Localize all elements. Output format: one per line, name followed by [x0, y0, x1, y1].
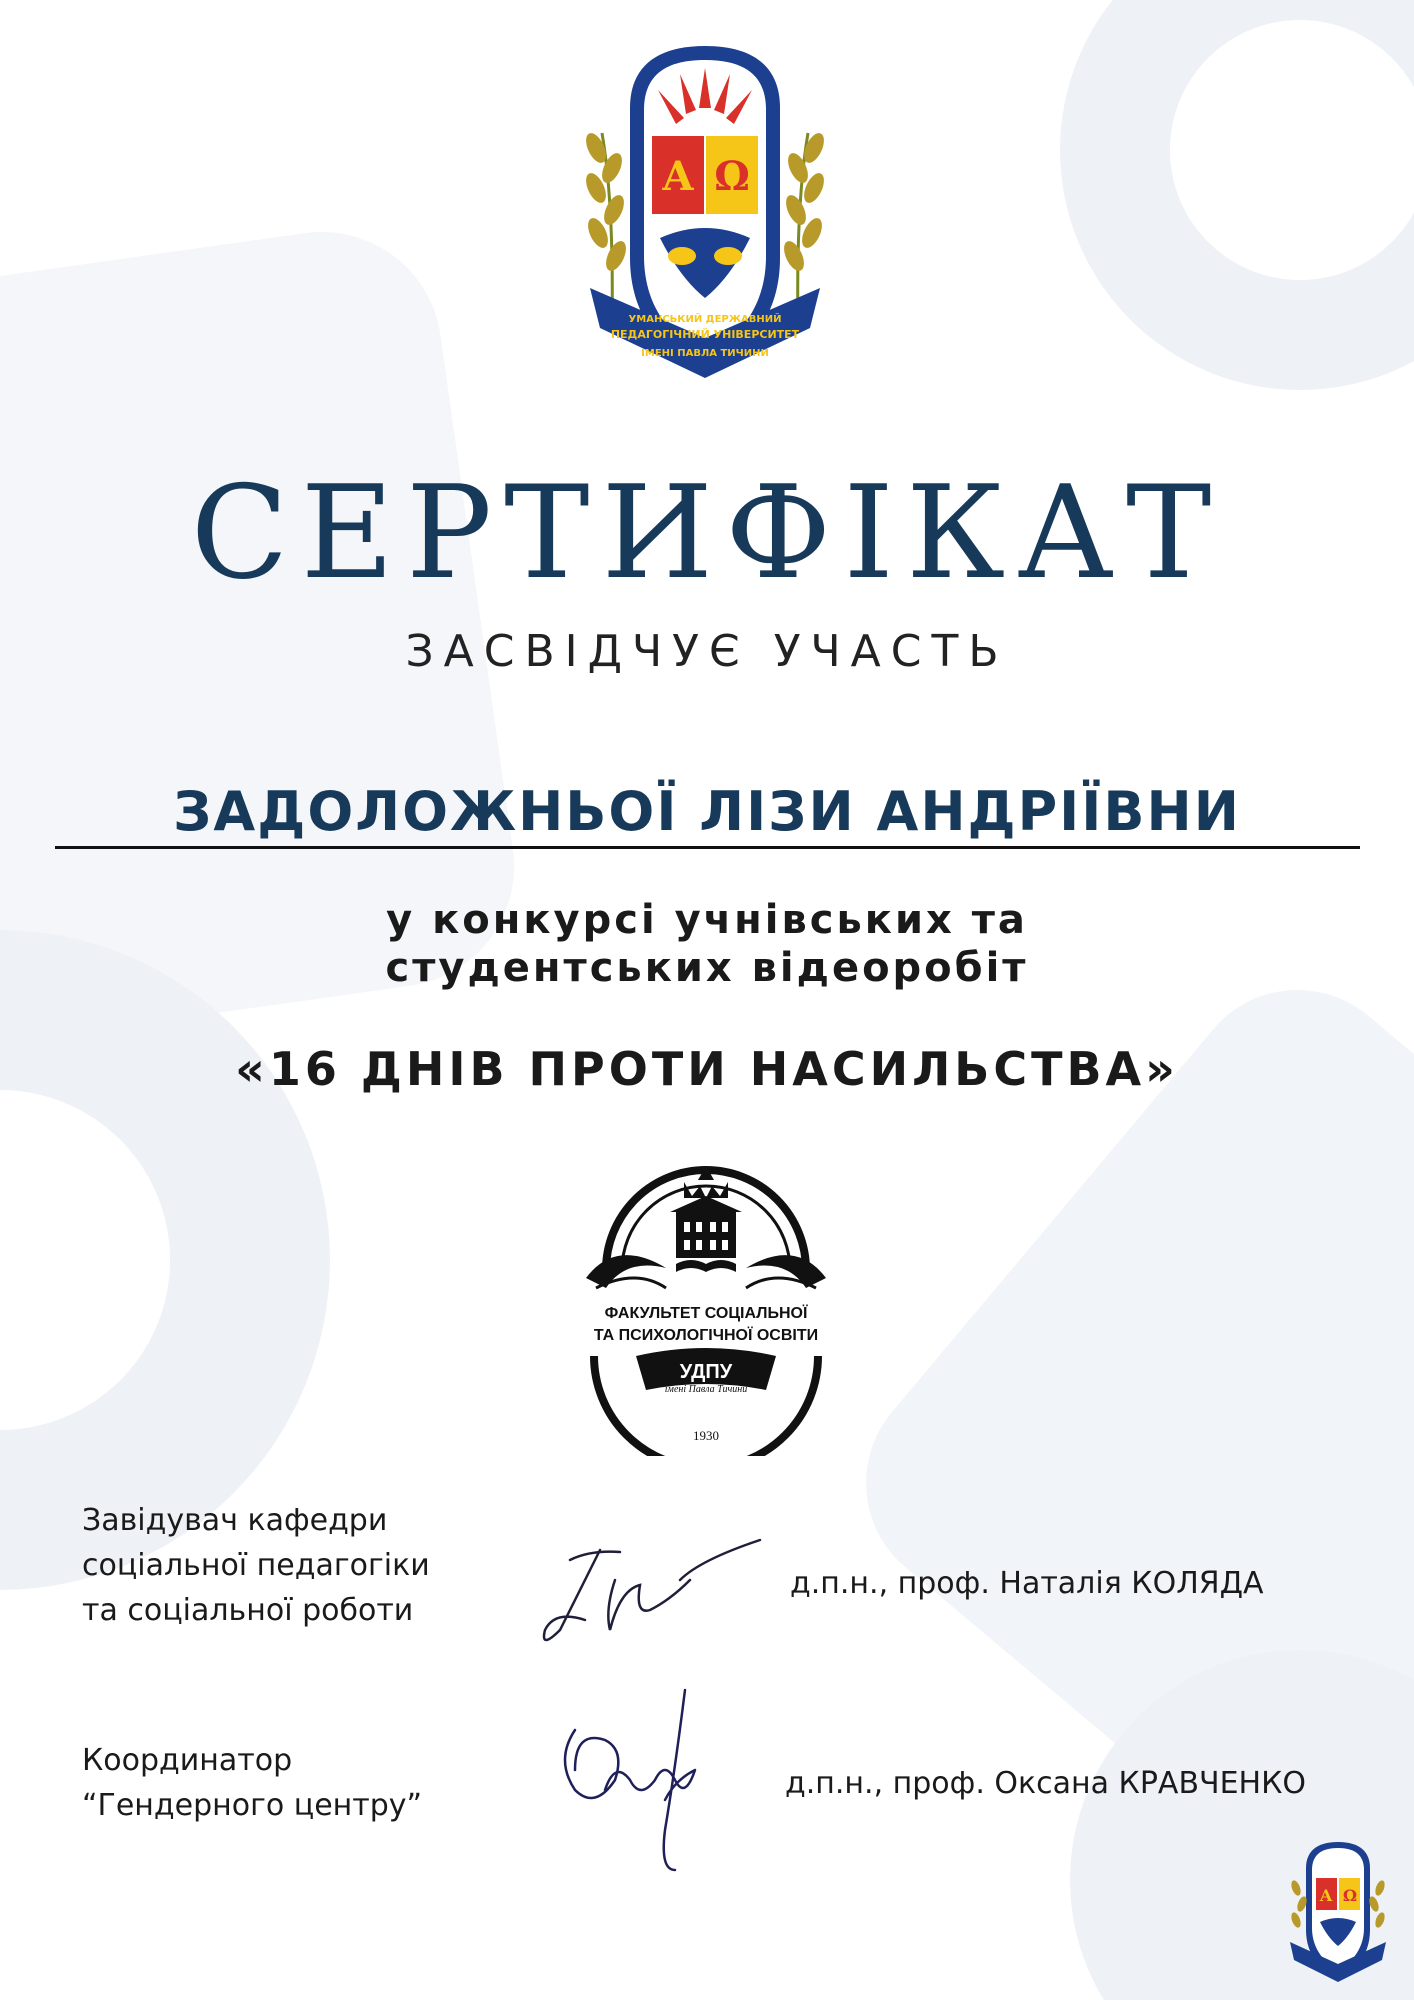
svg-text:Ω: Ω — [1342, 1886, 1358, 1905]
signatory-1-role-line: та соціальної роботи — [82, 1593, 414, 1628]
wheat-right-icon — [780, 130, 828, 323]
faculty-year: 1930 — [693, 1428, 719, 1443]
signature-1 — [530, 1520, 780, 1650]
recipient-name: ЗАДОЛОЖНЬОЇ ЛІЗИ АНДРІЇВНИ — [173, 780, 1241, 843]
faculty-name-line-2: ТА ПСИХОЛОГІЧНОЇ ОСВІТИ — [593, 1327, 819, 1344]
faculty-name-line-1: ФАКУЛЬТЕТ СОЦІАЛЬНОЇ — [604, 1305, 808, 1322]
faculty-subtext: імені Павла Тичини — [664, 1384, 748, 1395]
faculty-abbr: УДПУ — [679, 1361, 733, 1383]
svg-text:А: А — [1319, 1886, 1333, 1905]
svg-text:А: А — [661, 153, 695, 200]
wheat-left-icon — [582, 130, 630, 323]
signatory-1-role — [82, 1498, 430, 1633]
name-underline — [55, 846, 1360, 849]
faculty-logo — [566, 1160, 846, 1456]
signatory-2-role-line: Координатор — [82, 1743, 293, 1778]
crest-ribbon-text: ПЕДАГОГІЧНИЙ УНІВЕРСИТЕТ — [610, 328, 800, 341]
certificate-subtitle: ЗАСВІДЧУЄ УЧАСТЬ — [405, 626, 1009, 677]
signature-2 — [545, 1670, 725, 1880]
signatory-1-role-line: Завідувач кафедри — [82, 1503, 388, 1538]
contest-line-2: студентських відеоробіт — [385, 945, 1029, 991]
signatory-1-role-line: соціальної педагогіки — [82, 1548, 430, 1583]
contest-description — [0, 896, 1414, 992]
svg-text:ІМЕНІ ПАВЛА ТИЧИНИ: ІМЕНІ ПАВЛА ТИЧИНИ — [641, 348, 769, 359]
signatory-1-name: д.п.н., проф. Наталія КОЛЯДА — [790, 1566, 1264, 1601]
university-crest-logo — [560, 38, 850, 398]
signatory-2-role-line: “Гендерного центру” — [82, 1788, 423, 1823]
building-icon — [670, 1196, 742, 1258]
signatory-2-role — [82, 1738, 422, 1828]
certificate-title: СЕРТИФІКАТ — [190, 459, 1224, 608]
svg-text:Ω: Ω — [714, 153, 750, 200]
event-name: «16 ДНІВ ПРОТИ НАСИЛЬСТВА» — [235, 1042, 1179, 1096]
university-crest-small-logo — [1282, 1838, 1394, 1986]
svg-text:УМАНСЬКИЙ ДЕРЖАВНИЙ: УМАНСЬКИЙ ДЕРЖАВНИЙ — [628, 314, 782, 325]
contest-line-1: у конкурсі учнівських та — [386, 897, 1028, 943]
signatory-2-name: д.п.н., проф. Оксана КРАВЧЕНКО — [785, 1766, 1307, 1801]
